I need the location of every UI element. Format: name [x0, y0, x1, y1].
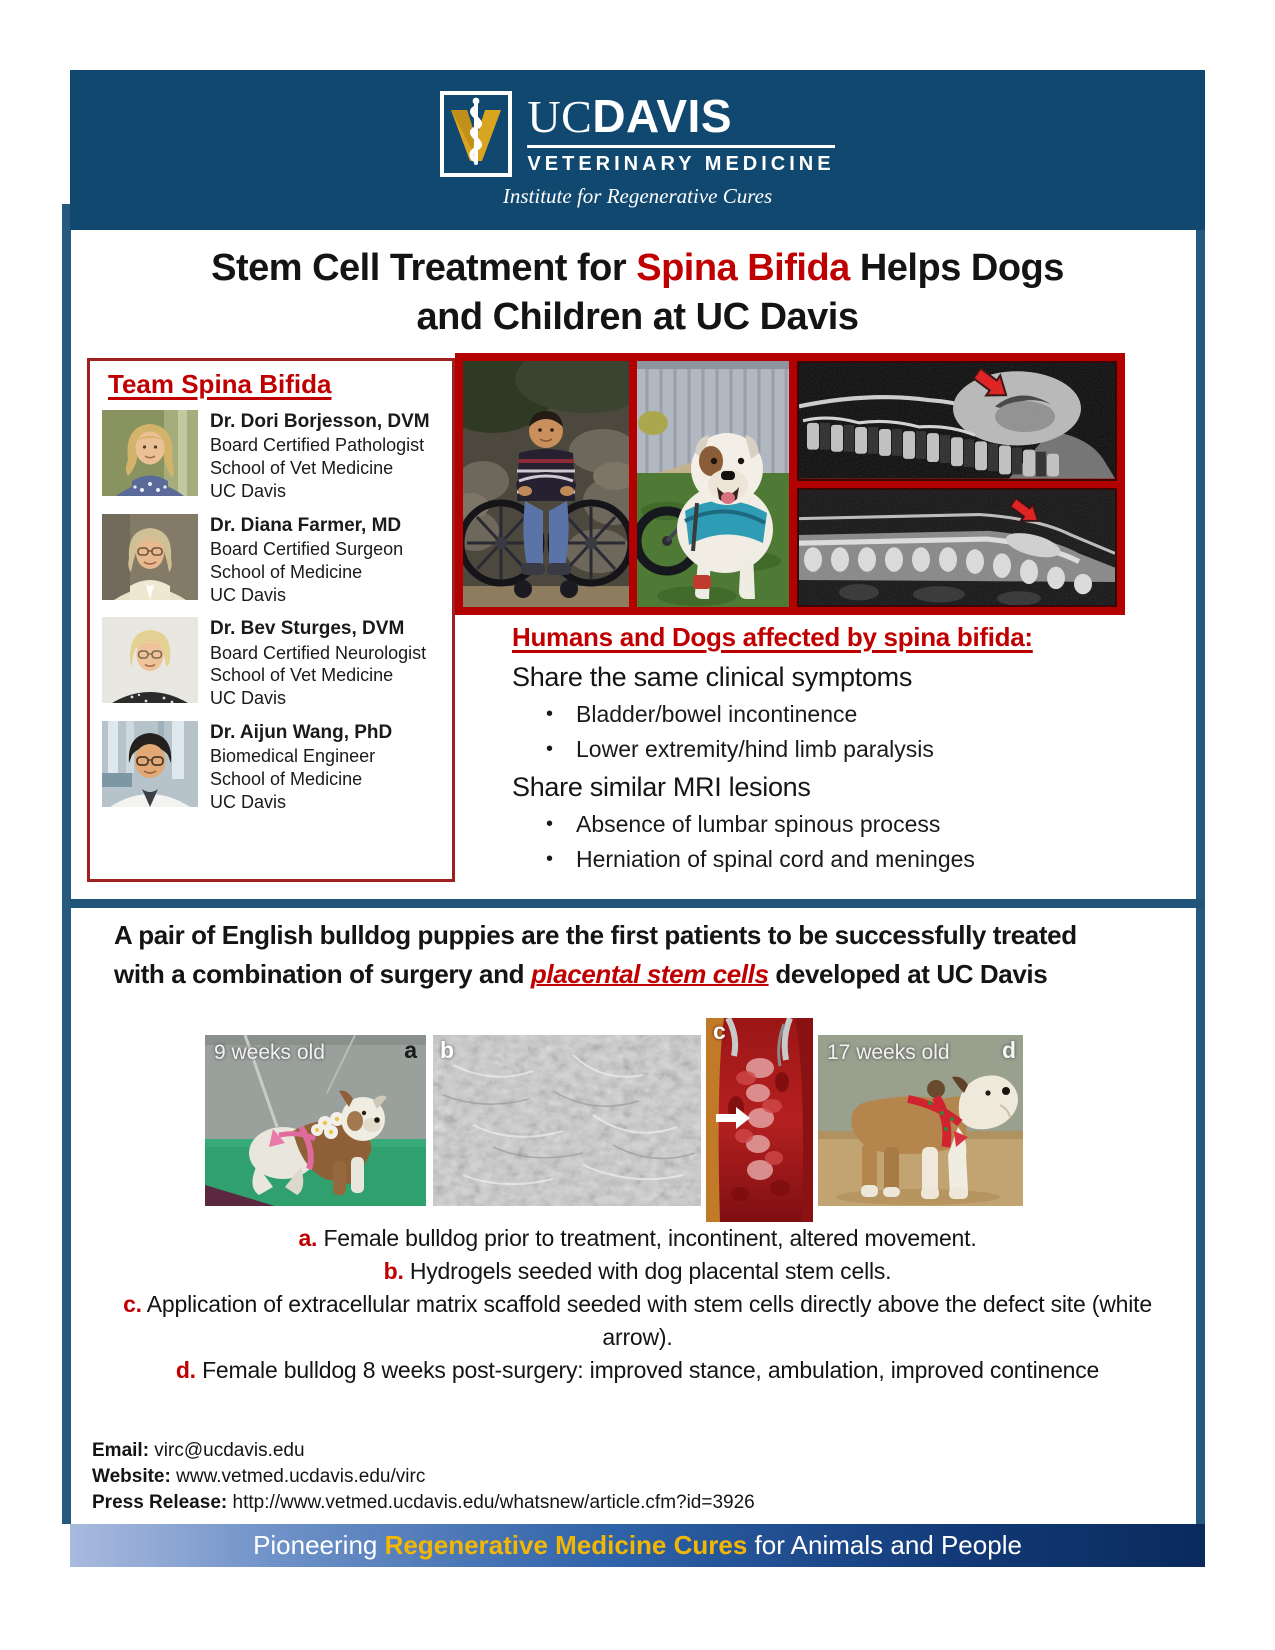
footer-part2: for Animals and People [747, 1530, 1022, 1560]
symptoms-list1 [512, 697, 1184, 767]
footer-part1: Pioneering [253, 1530, 385, 1560]
caption-c: c. Application of extracellular matrix scaffold seeded with stem cells directly above the defect site (white arrow). [123, 1291, 1152, 1350]
member-org: UC Davis [210, 480, 287, 501]
figure-a-puppy-pretreatment [205, 1035, 426, 1206]
contact-press-line [92, 1490, 755, 1516]
mri-spine-top-photo [797, 361, 1117, 481]
left-frame-border [62, 204, 71, 1524]
footer-highlight: Regenerative Medicine Cures [384, 1530, 748, 1560]
title-part2: Helps Dogs [849, 247, 1064, 289]
member-name: Dr. Diana Farmer, MD [210, 514, 402, 536]
title-part1: Stem Cell Treatment for [211, 247, 637, 289]
mri-column [797, 361, 1117, 607]
logo-davis: DAVIS [592, 89, 732, 142]
member-org: UC Davis [210, 584, 287, 605]
website-label: Website: [92, 1466, 171, 1487]
member-info [210, 410, 430, 503]
right-frame-border [1196, 230, 1205, 1524]
member-role: Board Certified Surgeon [210, 538, 404, 559]
title-highlight: Spina Bifida [636, 247, 850, 289]
press-release-label: Press Release: [92, 1492, 228, 1513]
email-label: Email: [92, 1440, 150, 1461]
figure-b-microscopy [433, 1035, 701, 1206]
member-role: Board Certified Neurologist [210, 642, 427, 663]
logo-vetmed-text: VETERINARY MEDICINE [527, 152, 835, 175]
member-school: School of Vet Medicine [210, 457, 394, 478]
footer-banner [70, 1524, 1205, 1567]
contact-website-line [92, 1464, 755, 1490]
story-part2: developed at UC Davis [768, 959, 1048, 989]
symptoms-sub1: Share the same clinical symptoms [512, 662, 913, 692]
email-value: virc@ucdavis.edu [149, 1440, 305, 1461]
member-name: Dr. Bev Sturges, DVM [210, 618, 405, 640]
veterinary-caduceus-icon [440, 91, 512, 177]
logo-divider-rule [527, 145, 834, 148]
figure-c-letter: c [713, 1018, 726, 1044]
member-info [210, 721, 392, 814]
symptom-item: • Lower extremity/hind limb paralysis [512, 732, 1184, 767]
figure-captions [95, 1222, 1180, 1387]
team-member [102, 514, 442, 607]
story-highlight: placental stem cells [530, 959, 769, 989]
member-org: UC Davis [210, 791, 287, 812]
figure-d-letter: d [1001, 1037, 1016, 1063]
ucdavis-logo [440, 91, 834, 177]
team-member [102, 721, 442, 814]
contact-block [92, 1438, 755, 1516]
symptoms-section [512, 622, 1184, 877]
press-release-value: http://www.vetmed.ucdavis.edu/whatsnew/article.cfm?id=3926 [227, 1492, 755, 1513]
symptoms-sub2: Share similar MRI lesions [512, 771, 811, 802]
header-banner [70, 70, 1205, 230]
symptoms-list2 [512, 807, 1184, 877]
logo-wordmark [527, 89, 835, 176]
member-org: UC Davis [210, 688, 287, 709]
boy-in-wheelchair-photo [463, 361, 629, 607]
member-role: Board Certified Pathologist [210, 435, 425, 456]
caption-a: a. Female bulldog prior to treatment, incontinent, altered movement. [298, 1225, 977, 1251]
title-line2: and Children at UC Davis [416, 296, 859, 339]
team-spina-bifida-box [87, 358, 455, 882]
bulldog-wheelchair-cart-photo [637, 361, 789, 607]
logo-ucdavis-text [527, 89, 834, 142]
figure-d-age-label: 17 weeks old [827, 1041, 950, 1064]
symptom-item: • Herniation of spinal cord and meninges [512, 842, 1184, 877]
member-name: Dr. Dori Borjesson, DVM [210, 411, 430, 432]
symptom-item: • Absence of lumbar spinous process [512, 807, 1184, 842]
team-member [102, 617, 442, 710]
mri-spine-bottom-photo [797, 488, 1117, 608]
member-school: School of Medicine [210, 561, 363, 582]
figure-b-letter: b [440, 1037, 455, 1063]
member-role: Biomedical Engineer [210, 746, 376, 767]
story-part1: A pair of English bulldog puppies are the first patients to be successfully treated with a combination of surgery and [114, 920, 1077, 989]
portrait-aijun-wang [102, 721, 198, 807]
logo-uc: UC [527, 90, 593, 142]
page-title [70, 244, 1205, 343]
member-school: School of Medicine [210, 769, 363, 790]
figure-d-puppy-postsurgery [818, 1035, 1023, 1206]
portrait-diana-farmer [102, 514, 198, 600]
section-divider [70, 899, 1205, 908]
figure-a-age-label: 9 weeks old [214, 1041, 325, 1064]
member-school: School of Vet Medicine [210, 665, 394, 686]
member-info [210, 617, 426, 710]
caption-d: d. Female bulldog 8 weeks post-surgery: improved stance, ambulation, improved continence [175, 1357, 1100, 1383]
figure-a-letter: a [404, 1037, 417, 1063]
member-info [210, 514, 403, 607]
logo-tagline: Institute for Regenerative Cures [502, 184, 773, 208]
team-heading: Team Spina Bifida [108, 369, 332, 399]
top-photo-collage [455, 353, 1125, 615]
symptoms-heading: Humans and Dogs affected by spina bifida: [512, 622, 1033, 652]
team-member [102, 410, 442, 503]
symptom-item: • Bladder/bowel incontinence [512, 697, 1184, 732]
portrait-bev-sturges [102, 617, 198, 703]
member-name: Dr. Aijun Wang, PhD [210, 722, 393, 744]
contact-email-line [92, 1438, 755, 1464]
caption-b: b. Hydrogels seeded with dog placental stem cells. [383, 1258, 892, 1284]
figure-c-surgical-site [706, 1018, 813, 1222]
website-value: www.vetmed.ucdavis.edu/virc [170, 1466, 426, 1487]
story-paragraph [114, 916, 1124, 994]
portrait-dori-borjesson [102, 410, 198, 496]
